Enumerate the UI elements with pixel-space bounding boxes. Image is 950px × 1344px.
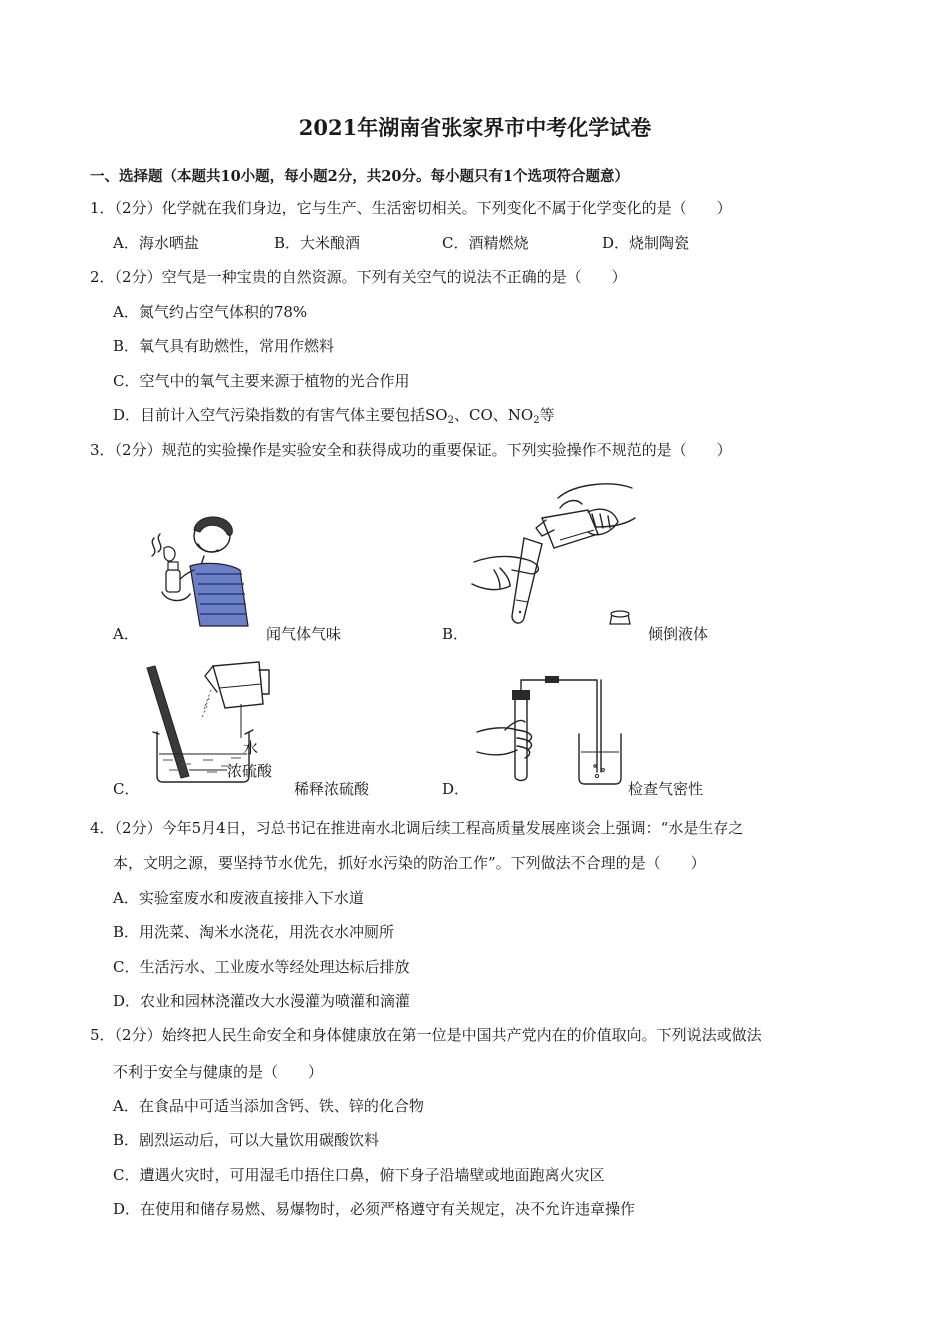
question-3-stem: 3．（2分）规范的实验操作是实验安全和获得成功的重要保证。下列实验操作不规范的是（ ） xyxy=(90,441,732,459)
question-5-option-d: D．在使用和储存易燃、易爆物时，必须严格遵守有关规定，决不允许违章操作 xyxy=(113,1200,636,1218)
question-1-option-d: D．烧制陶瓷 xyxy=(602,234,690,252)
question-2-option-c: C．空气中的氧气主要来源于植物的光合作用 xyxy=(113,372,410,390)
dilute-acid-illustration xyxy=(145,658,295,783)
question-2-option-a: A．氮气约占空气体积的78% xyxy=(113,303,308,321)
question-4-stem-line-1: 4．（2分）今年5月4日，习总书记在推进南水北调后续工程高质量发展座谈会上强调：“水是生存之 xyxy=(90,819,744,837)
question-3-option-d-caption: 检查气密性 xyxy=(628,780,704,798)
question-4-option-b: B．用洗菜、淘米水浇花，用洗衣水冲厕所 xyxy=(113,923,395,941)
section-heading: 一、选择题（本题共10小题，每小题2分，共20分。每小题只有1个选项符合题意） xyxy=(90,168,630,185)
question-3-option-a-letter: A． xyxy=(113,625,139,643)
question-4-stem-line-2: 本，文明之源，要坚持节水优先，抓好水污染的防治工作”。下列做法不合理的是（ ） xyxy=(113,854,706,872)
question-2-option-d: D．目前计入空气污染指数的有害气体主要包括$SO_2$、CO、$NO_2$等 xyxy=(113,406,555,426)
question-3-option-b-letter: B． xyxy=(442,625,469,643)
question-3-option-c-caption: 稀释浓硫酸 xyxy=(294,780,370,798)
question-1-option-c: C．酒精燃烧 xyxy=(442,234,529,252)
pour-liquid-illustration xyxy=(470,478,640,633)
question-2-stem: 2．（2分）空气是一种宝贵的自然资源。下列有关空气的说法不正确的是（ ） xyxy=(90,268,627,286)
question-3-option-a-caption: 闻气体气味 xyxy=(266,625,342,643)
question-2-option-b: B．氧气具有助燃性，常用作燃料 xyxy=(113,337,335,355)
question-5-stem-line-1: 5．（2分）始终把人民生命安全和身体健康放在第一位是中国共产党内在的价值取向。下列说法或做法 xyxy=(90,1026,762,1044)
question-5-stem-line-2: 不利于安全与健康的是（ ） xyxy=(113,1063,324,1081)
question-5-option-a: A．在食品中可适当添加含钙、铁、锌的化合物 xyxy=(113,1097,424,1115)
question-1-option-b: B．大米酿酒 xyxy=(274,234,361,252)
question-5-option-b: B．剧烈运动后，可以大量饮用碳酸饮料 xyxy=(113,1131,380,1149)
water-label: 水 xyxy=(243,739,259,757)
page-title: 2021年湖南省张家界市中考化学试卷 xyxy=(298,115,652,140)
question-4-option-d: D．农业和园林浇灌改大水漫灌为喷灌和滴灌 xyxy=(113,992,411,1010)
question-3-option-d-letter: D． xyxy=(442,780,470,798)
question-1-option-a: A．海水晒盐 xyxy=(113,234,199,252)
question-3-option-c-letter: C． xyxy=(113,780,140,798)
smell-gas-illustration xyxy=(140,508,260,628)
question-1-stem: 1．（2分）化学就在我们身边，它与生产、生活密切相关。下列变化不属于化学变化的是（ ） xyxy=(90,199,732,217)
question-5-option-c: C．遭遇火灾时，可用湿毛巾捂住口鼻，俯下身子沿墙壁或地面跑离火灾区 xyxy=(113,1166,605,1184)
airtightness-check-illustration xyxy=(475,672,625,787)
acid-label: 浓硫酸 xyxy=(227,762,273,780)
question-4-option-c: C．生活污水、工业废水等经处理达标后排放 xyxy=(113,958,410,976)
question-3-option-b-caption: 倾倒液体 xyxy=(648,625,709,643)
question-4-option-a: A．实验室废水和废液直接排入下水道 xyxy=(113,889,364,907)
